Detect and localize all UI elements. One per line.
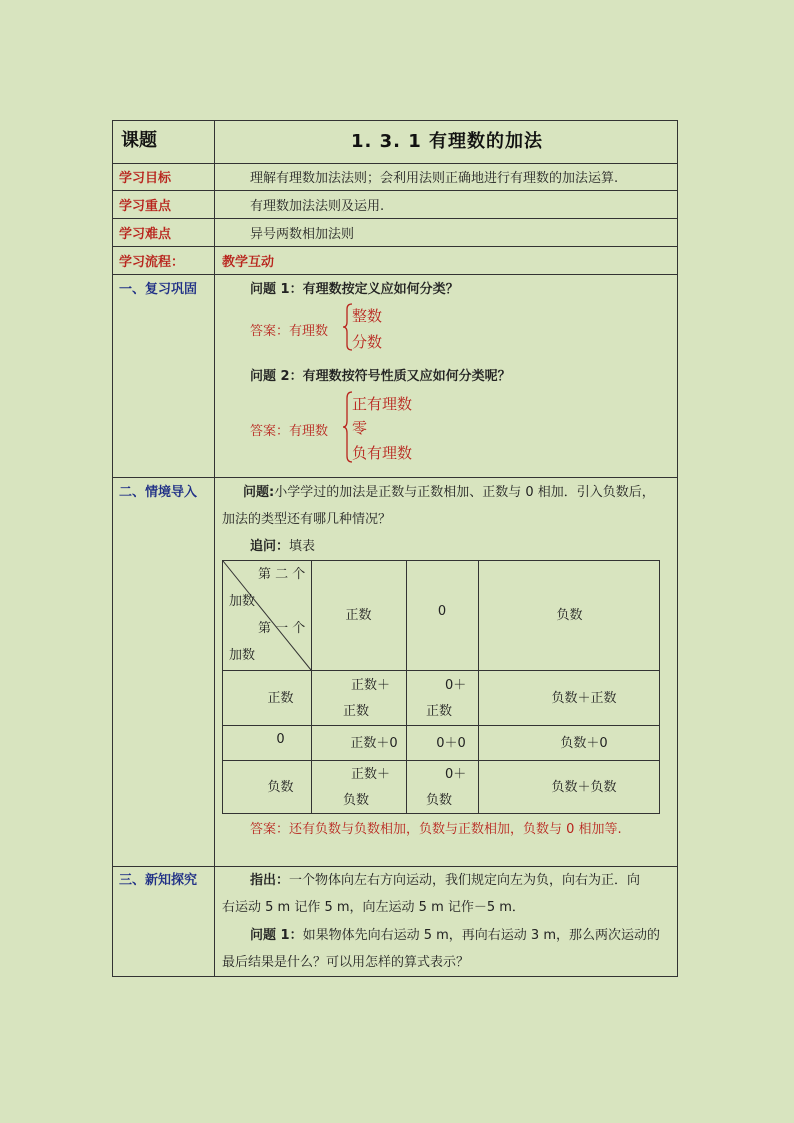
table-cell: 负数＋0 xyxy=(560,736,608,751)
answer-1-item: 整数 xyxy=(352,307,383,325)
col-head: 0 xyxy=(437,604,447,619)
explore-question-tag: 问题 1： xyxy=(250,928,303,943)
review-question-2-text: 问题 2：有理数按符号性质又应如何分类呢？ xyxy=(250,369,511,384)
key-text: 有理数加法法则及运用. xyxy=(250,199,385,214)
review-label: 一、复习巩固 xyxy=(119,282,198,297)
process-label: 学习流程： xyxy=(119,255,185,270)
followup-text: 填表 xyxy=(289,539,316,554)
row-head: 负数 xyxy=(267,780,294,795)
page-title: 1. 3. 1 有理数的加法 xyxy=(351,131,544,152)
scenario-question xyxy=(243,481,655,500)
explore-question-line: 如果物体先向右运动 5 m，再向右运动 3 m，那么两次运动的 xyxy=(302,928,660,943)
table-cell: 负数 xyxy=(426,793,453,808)
scenario-question-line-2: 加法的类型还有哪几种情况？ xyxy=(222,512,392,527)
answer-2-item: 零 xyxy=(352,419,368,437)
process-text: 教学互动 xyxy=(222,255,275,270)
col-head: 正数 xyxy=(345,608,372,623)
goal-text: 理解有理数加法法则；会利用法则正确地进行有理数的加法运算. xyxy=(250,171,619,186)
table-cell: 正数 xyxy=(426,704,453,719)
explore-point-line-2: 右运动 5 m 记作 5 m，向左运动 5 m 记作－5 m． xyxy=(222,900,525,915)
table-cell: 0＋0 xyxy=(436,736,466,751)
addition-table xyxy=(222,560,660,814)
table-cell: 正数 xyxy=(343,704,370,719)
scenario-answer: 答案：还有负数与负数相加，负数与正数相加，负数与 0 相加等. xyxy=(250,822,622,837)
table-cell: 正数＋ xyxy=(351,767,391,782)
table-cell: 0＋ xyxy=(445,678,467,693)
review-answer-2-prefix: 答案：有理数 xyxy=(250,424,329,439)
difficulty-label: 学习难点 xyxy=(119,227,172,242)
scenario-label: 二、情境导入 xyxy=(119,485,198,500)
explore-question-line-2: 最后结果是什么？可以用怎样的算式表示？ xyxy=(222,955,470,970)
table-cell: 负数 xyxy=(343,793,370,808)
followup xyxy=(250,535,315,554)
col-head: 负数 xyxy=(556,608,583,623)
table-cell: 正数＋ xyxy=(351,678,391,693)
review-question-1-text: 问题 1：有理数按定义应如何分类？ xyxy=(250,282,459,297)
answer-2-item: 正有理数 xyxy=(352,395,413,413)
lesson-plan-table xyxy=(112,120,678,977)
scenario-question-tag: 问题: xyxy=(243,485,275,500)
key-label: 学习重点 xyxy=(119,199,172,214)
row-head: 正数 xyxy=(267,691,294,706)
explore-question xyxy=(250,924,660,943)
answer-1-item: 分数 xyxy=(352,333,383,351)
table-cell: 负数＋负数 xyxy=(551,780,617,795)
corner-top-label: 第 二 个 xyxy=(258,567,306,582)
review-question-2 xyxy=(250,365,511,384)
difficulty-text: 异号两数相加法则 xyxy=(250,227,355,242)
explore-point-tag: 指出： xyxy=(250,873,290,888)
corner-top-label-2: 加数 xyxy=(229,594,256,609)
table-cell: 负数＋正数 xyxy=(551,691,617,706)
corner-bottom-label: 第 一 个 xyxy=(258,621,306,636)
subject-label: 课题 xyxy=(121,130,157,151)
answer-2-item: 负有理数 xyxy=(352,444,413,462)
scenario-question-line: 小学学过的加法是正数与正数相加、正数与 0 相加．引入负数后， xyxy=(274,485,655,500)
followup-tag: 追问： xyxy=(250,539,290,554)
explore-point xyxy=(250,869,640,888)
goal-label: 学习目标 xyxy=(119,171,172,186)
table-cell: 正数＋0 xyxy=(350,736,398,751)
row-head: 0 xyxy=(276,732,285,747)
review-answer-1-prefix: 答案：有理数 xyxy=(250,324,329,339)
explore-label: 三、新知探究 xyxy=(119,873,198,888)
corner-bottom-label-2: 加数 xyxy=(229,648,256,663)
review-question-1 xyxy=(250,278,459,297)
table-cell: 0＋ xyxy=(445,767,467,782)
explore-point-line: 一个物体向左右方向运动，我们规定向左为负，向右为正．向 xyxy=(289,873,641,888)
